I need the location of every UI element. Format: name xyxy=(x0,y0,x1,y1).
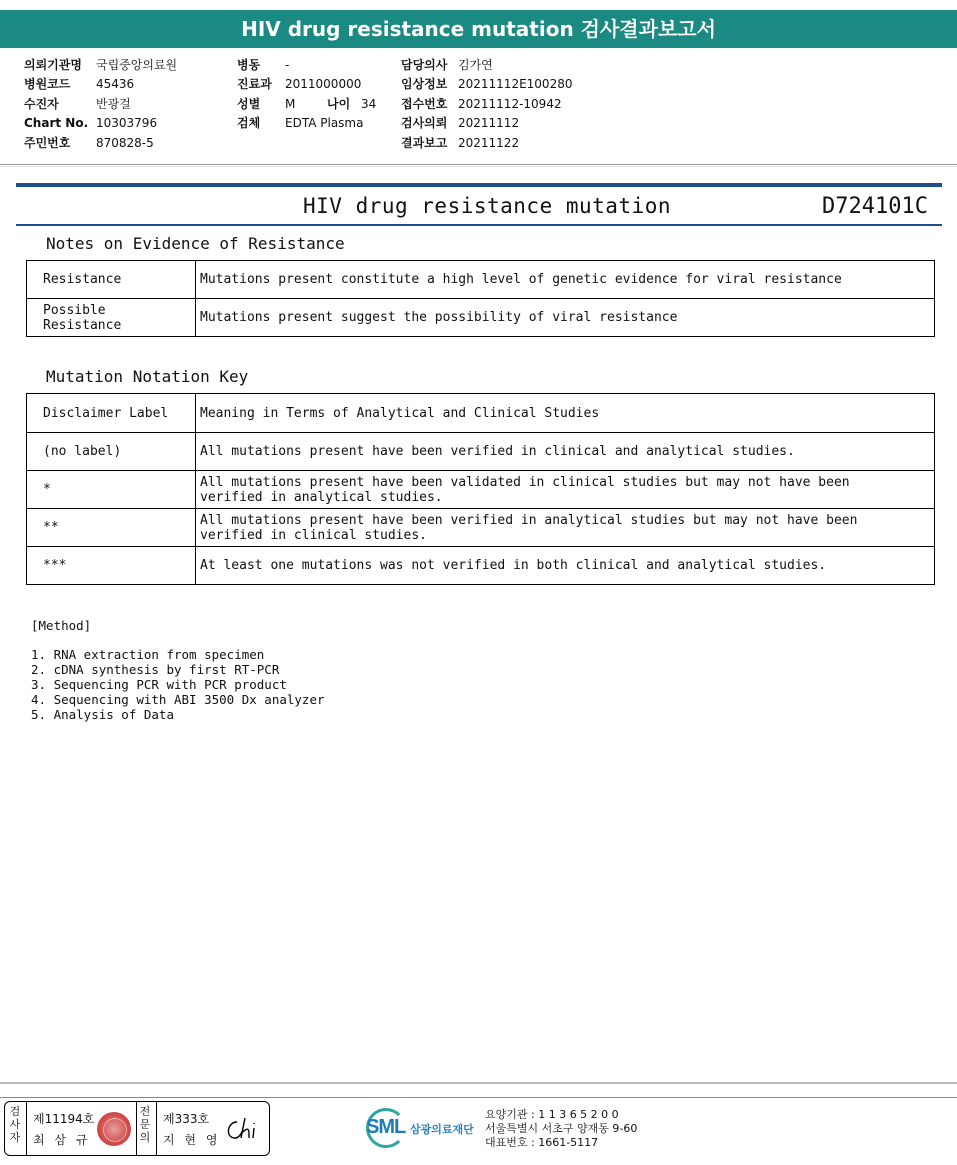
examiner-number: 제11194호 xyxy=(33,1112,95,1126)
method-section xyxy=(31,618,325,722)
field-request-date xyxy=(401,114,572,133)
notation-label: ** xyxy=(27,509,196,547)
lab-info xyxy=(485,1108,637,1150)
notation-label: *** xyxy=(27,547,196,585)
method-heading: [Method] xyxy=(31,618,92,633)
divider xyxy=(0,164,957,165)
value: 2011000000 xyxy=(285,77,362,92)
field-department xyxy=(237,75,376,94)
specialist-label xyxy=(138,1105,152,1144)
notation-text: All mutations present have been validated in clinical studies but may not have been verified in analytical studies. xyxy=(196,471,935,509)
value: - xyxy=(285,58,290,72)
examiner-seal-icon xyxy=(97,1112,131,1146)
label: 성별 xyxy=(237,96,261,111)
field-ward xyxy=(237,56,376,75)
value: M xyxy=(285,96,296,111)
field-chart-no xyxy=(24,114,177,133)
org-name: 삼광의료재단 xyxy=(410,1123,474,1136)
value: 김가연 xyxy=(458,58,493,72)
label: 접수번호 xyxy=(401,96,448,111)
method-step: 2. cDNA synthesis by first RT-PCR xyxy=(31,662,280,677)
field-resident-no xyxy=(24,134,177,153)
label: 진료과 xyxy=(237,77,272,92)
method-step: 1. RNA extraction from specimen xyxy=(31,647,265,662)
test-title xyxy=(0,194,957,224)
notation-heading: Mutation Notation Key xyxy=(46,367,249,386)
field-patient-name xyxy=(24,95,177,114)
divider xyxy=(0,166,957,167)
value: EDTA Plasma xyxy=(285,116,364,131)
evidence-text: Mutations present suggest the possibility of viral resistance xyxy=(196,299,935,337)
label: 병동 xyxy=(237,58,261,72)
notation-text: At least one mutations was not verified in both clinical and analytical studies. xyxy=(196,547,935,585)
label-char: 전 xyxy=(139,1105,151,1118)
examiner-label xyxy=(8,1105,22,1144)
lab-info-line: 서울특별시 서초구 양재동 9-60 xyxy=(485,1122,638,1135)
lab-info-line: 대표번호 : 1661-5117 xyxy=(485,1136,599,1149)
logo-text: SML xyxy=(366,1116,406,1138)
notation-table xyxy=(26,393,935,585)
notation-label: (no label) xyxy=(27,433,196,471)
value: 45436 xyxy=(96,77,135,92)
table-row xyxy=(27,547,935,585)
field-clinical-info xyxy=(401,75,572,94)
label: 담당의사 xyxy=(401,58,448,72)
evidence-heading: Notes on Evidence of Resistance xyxy=(46,234,345,253)
notation-text: All mutations present have been verified in analytical studies but may not have been verified in clinical studies. xyxy=(196,509,935,547)
test-name: HIV drug resistance mutation xyxy=(303,194,672,218)
value: 10303796 xyxy=(96,116,158,131)
examiner-name: 최 삼 규 xyxy=(33,1133,91,1147)
label-char: 자 xyxy=(9,1131,21,1144)
field-institution xyxy=(24,56,177,75)
label: 검사의뢰 xyxy=(401,116,448,131)
method-steps xyxy=(31,647,325,722)
field-specimen xyxy=(237,114,376,133)
label-char: 의 xyxy=(139,1131,151,1144)
footer-divider xyxy=(0,1082,957,1084)
label: Chart No. xyxy=(24,116,89,131)
age-value: 34 xyxy=(361,96,377,111)
age-label: 나이 xyxy=(327,96,351,111)
patient-info-col2 xyxy=(237,56,376,134)
patient-info xyxy=(0,56,957,156)
evidence-label: Resistance xyxy=(27,261,196,299)
field-hospital-code xyxy=(24,75,177,94)
specialist-number: 제333호 xyxy=(163,1112,210,1126)
label: 의뢰기관명 xyxy=(24,58,82,72)
value: 20211122 xyxy=(458,135,520,150)
field-report-date xyxy=(401,134,572,153)
notation-text: All mutations present have been verified in clinical and analytical studies. xyxy=(196,433,935,471)
table-row xyxy=(27,471,935,509)
label: 임상정보 xyxy=(401,77,448,92)
title-band xyxy=(16,183,942,187)
evidence-label: Possible Resistance xyxy=(27,299,196,337)
method-step: 5. Analysis of Data xyxy=(31,707,174,722)
label-char: 사 xyxy=(9,1118,21,1131)
notation-text: Meaning in Terms of Analytical and Clinical Studies xyxy=(196,394,935,433)
footer-divider xyxy=(0,1097,957,1098)
label: 주민번호 xyxy=(24,135,71,150)
table-row xyxy=(27,261,935,299)
evidence-text: Mutations present constitute a high level of genetic evidence for viral resistance xyxy=(196,261,935,299)
value: 반광걸 xyxy=(96,96,131,111)
method-step: 3. Sequencing PCR with PCR product xyxy=(31,677,287,692)
evidence-table xyxy=(26,260,935,337)
label-char: 문 xyxy=(139,1118,151,1131)
notation-label: Disclaimer Label xyxy=(27,394,196,433)
label: 병원코드 xyxy=(24,77,71,92)
divider xyxy=(26,1102,27,1155)
table-row xyxy=(27,433,935,471)
patient-info-col3 xyxy=(401,56,572,153)
patient-info-col1 xyxy=(24,56,177,153)
signature-icon xyxy=(223,1116,263,1144)
table-row xyxy=(27,299,935,337)
sml-logo xyxy=(366,1108,486,1148)
label: 결과보고 xyxy=(401,135,448,150)
value: 국립중앙의료원 xyxy=(96,58,178,72)
title-underline xyxy=(16,224,942,226)
lab-info-line: 요양기관 : 1 1 3 6 5 2 0 0 xyxy=(485,1108,619,1121)
divider xyxy=(156,1102,157,1155)
value: 20211112 xyxy=(458,116,520,131)
field-sex-age xyxy=(237,95,376,114)
label: 검체 xyxy=(237,116,261,131)
table-row xyxy=(27,509,935,547)
divider xyxy=(136,1102,137,1155)
table-row xyxy=(27,394,935,433)
field-doctor xyxy=(401,56,572,75)
value: 20211112E100280 xyxy=(458,77,573,92)
field-receipt-no xyxy=(401,95,572,114)
specialist-name: 지 현 영 xyxy=(163,1133,221,1147)
notation-label: * xyxy=(27,471,196,509)
method-step: 4. Sequencing with ABI 3500 Dx analyzer xyxy=(31,692,325,707)
value: 20211112-10942 xyxy=(458,96,562,111)
label-char: 검 xyxy=(9,1105,21,1118)
signature-box xyxy=(4,1101,270,1156)
test-code: D724101C xyxy=(822,194,928,219)
label: 수진자 xyxy=(24,96,59,111)
value: 870828-5 xyxy=(96,135,154,150)
report-title: HIV drug resistance mutation 검사결과보고서 xyxy=(0,10,957,48)
